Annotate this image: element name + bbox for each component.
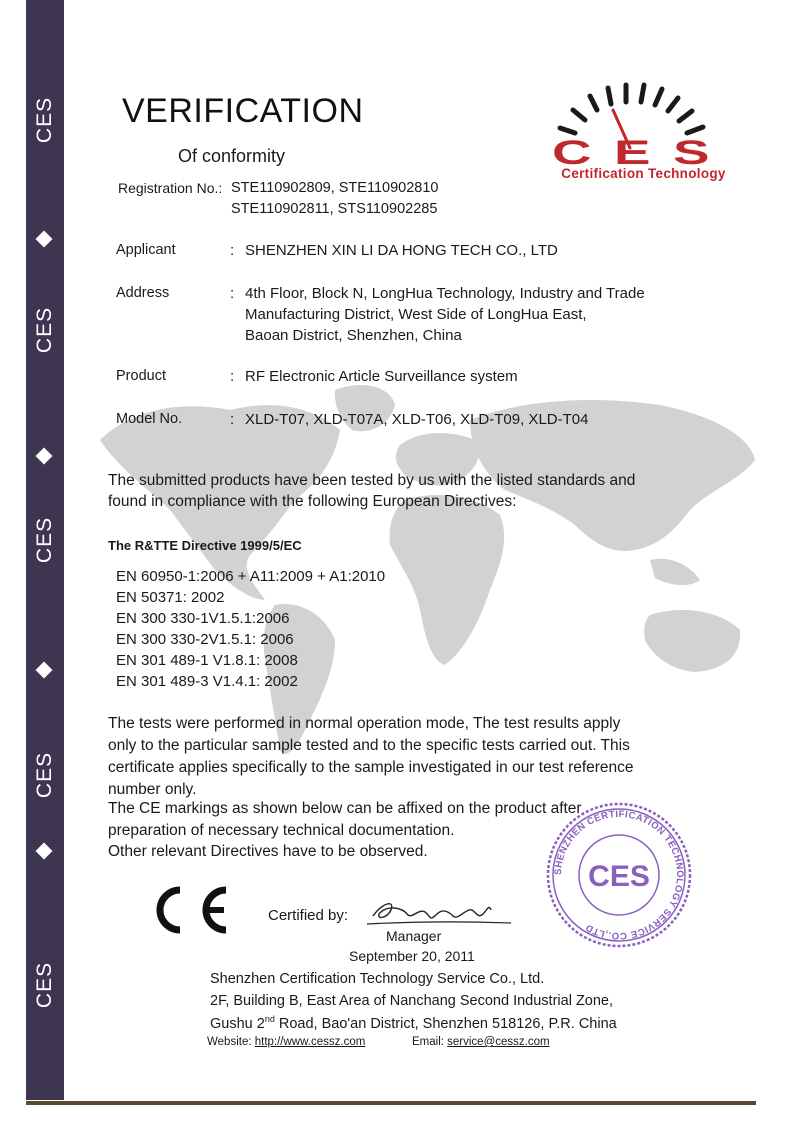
registration-value: STE110902811, STS110902285 [231,201,438,217]
page-title: VERIFICATION [122,92,364,130]
band-ces-label: CES [33,516,56,564]
certifier-role: Manager [386,928,442,944]
address-line: Manufacturing District, West Side of LongHua East, [245,306,587,323]
product-label: Product [116,368,166,384]
directive-heading: The R&TTE Directive 1999/5/EC [108,538,302,553]
logo-subtitle: Certification Technology [561,166,726,181]
band-diamond-icon [36,231,53,248]
band-diamond-icon [36,448,53,465]
band-diamond-icon [36,662,53,679]
band-ces-label: CES [33,751,56,799]
standard-item: EN 60950-1:2006 + A11:2009 + A1:2010 [116,568,386,585]
address-label: Address [116,285,170,301]
svg-text:SHENZHEN CERTIFICATION TECHNOL: SHENZHEN CERTIFICATION TECHNOLOGY SERVICE CO.,LTD [552,808,686,942]
standard-item: EN 301 489-3 V1.4.1: 2002 [116,673,298,690]
company-address: 2F, Building B, East Area of Nanchang Second Industrial Zone, [210,993,614,1009]
intro-line: found in compliance with the following European Directives: [108,493,517,510]
website-link[interactable]: http://www.cessz.com [254,1036,366,1048]
field-colon: : [230,242,235,259]
applicant-value: SHENZHEN XIN LI DA HONG TECH CO., LTD [245,242,558,259]
band-ces-label: CES [33,96,56,144]
website-label: Website: [207,1036,252,1048]
model-label: Model No. [116,411,183,427]
band-ces-label: CES [33,961,56,1009]
address-line: 4th Floor, Block N, LongHua Technology, Industry and Trade [245,285,645,302]
email-row [412,1036,550,1048]
company-stamp [544,800,694,950]
note-line: The CE markings as shown below can be affixed on the product after [108,800,582,817]
page-subtitle: Of conformity [178,146,286,166]
standard-item: EN 301 489-1 V1.8.1: 2008 [116,652,298,669]
note-line: certificate applies specifically to the sample investigated in our test reference [108,759,634,776]
product-value: RF Electronic Article Surveillance system [245,368,518,385]
field-colon: : [230,411,235,428]
svg-text:CES: CES [588,860,650,893]
ce-mark-icon [140,880,232,940]
model-value: XLD-T07, XLD-T07A, XLD-T06, XLD-T09, XLD-T04 [245,411,589,428]
band-ces-label: CES [33,306,56,354]
band-diamond-icon [36,843,53,860]
company-name: Shenzhen Certification Technology Service Co., Ltd. [210,971,545,987]
note-line: The tests were performed in normal operation mode, The test results apply [108,715,621,732]
note-line: preparation of necessary technical documentation. [108,822,455,839]
left-band [26,0,64,1100]
website-row [207,1036,365,1048]
svg-text:CES: CES [552,134,732,172]
applicant-label: Applicant [116,242,176,258]
registration-label: Registration No.: [118,180,223,196]
note-line: Other relevant Directives have to be observed. [108,843,428,860]
standard-item: EN 300 330-2V1.5.1: 2006 [116,631,294,648]
intro-line: The submitted products have been tested by us with the listed standards and [108,472,636,489]
standard-item: EN 300 330-1V1.5.1:2006 [116,610,290,627]
company-address: Gushu 2nd Road, Bao'an District, Shenzhen 518126, P.R. China [210,1014,617,1032]
note-line: only to the particular sample tested and to the specific tests carried out. This [108,737,630,754]
certified-date: September 20, 2011 [349,948,475,964]
certified-label: Certified by: [268,907,349,924]
email-link[interactable]: service@cessz.com [447,1036,550,1048]
registration-value: STE110902809, STE110902810 [231,180,439,196]
field-colon: : [230,368,235,385]
email-label: Email: [412,1036,444,1048]
field-colon: : [230,285,235,302]
note-line: number only. [108,781,197,798]
standard-item: EN 50371: 2002 [116,589,225,606]
bottom-rule [26,1101,756,1105]
address-line: Baoan District, Shenzhen, China [245,327,462,344]
